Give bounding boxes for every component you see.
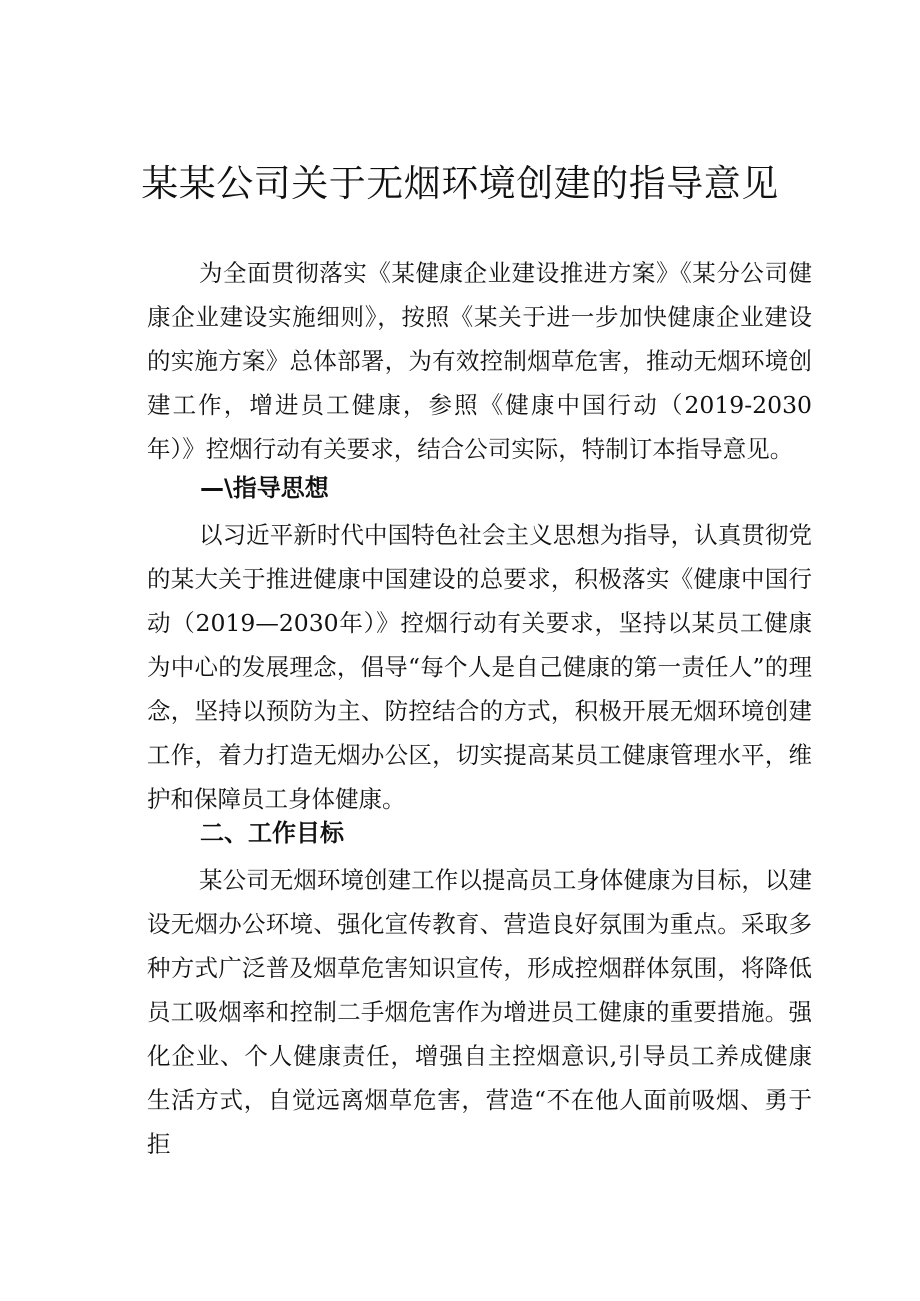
section-heading-guiding-ideology: —\指导思想 <box>200 474 329 502</box>
section-paragraph-guiding-ideology: 以习近平新时代中国特色社会主义思想为指导，认真贯彻党的某大关于推进健康中国建设的总要求，积极落实《健康中国行动（2019—2030年）》控烟行动有关要求，坚持以某员工健康为中心的发展理念，倡导“每个人是自己健康的第一责任人”的理念，坚持以预防为主、防控结合的方式，积极开展无烟环境创建工作，着力打造无烟办公区，切实提高某员工健康管理水平，维护和保障员工身体健康。 <box>147 521 812 813</box>
document-title: 某某公司关于无烟环境创建的指导意见 <box>141 162 779 205</box>
section-heading-work-goals: 二、工作目标 <box>200 819 344 847</box>
section-paragraph-work-goals: 某公司无烟环境创建工作以提高员工身体健康为目标，以建设无烟办公环境、强化宣传教育、营造良好氛围为重点。采取多种方式广泛普及烟草危害知识宣传，形成控烟群体氛围，将降低员工吸烟率和控制二手烟危害作为增进员工健康的重要措施。强化企业、个人健康责任，增强自主控烟意识,引导员工养成健康生活方式，自觉远离烟草危害，营造“不在他人面前吸烟、勇于拒 <box>147 866 812 1158</box>
intro-paragraph: 为全面贯彻落实《某健康企业建设推进方案》《某分公司健康企业建设实施细则》，按照《某关于进一步加快健康企业建设的实施方案》总体部署，为有效控制烟草危害，推动无烟环境创建工作，增进员工健康，参照《健康中国行动（2019-2030年）》控烟行动有关要求，结合公司实际，特制订本指导意见。 <box>147 259 812 463</box>
